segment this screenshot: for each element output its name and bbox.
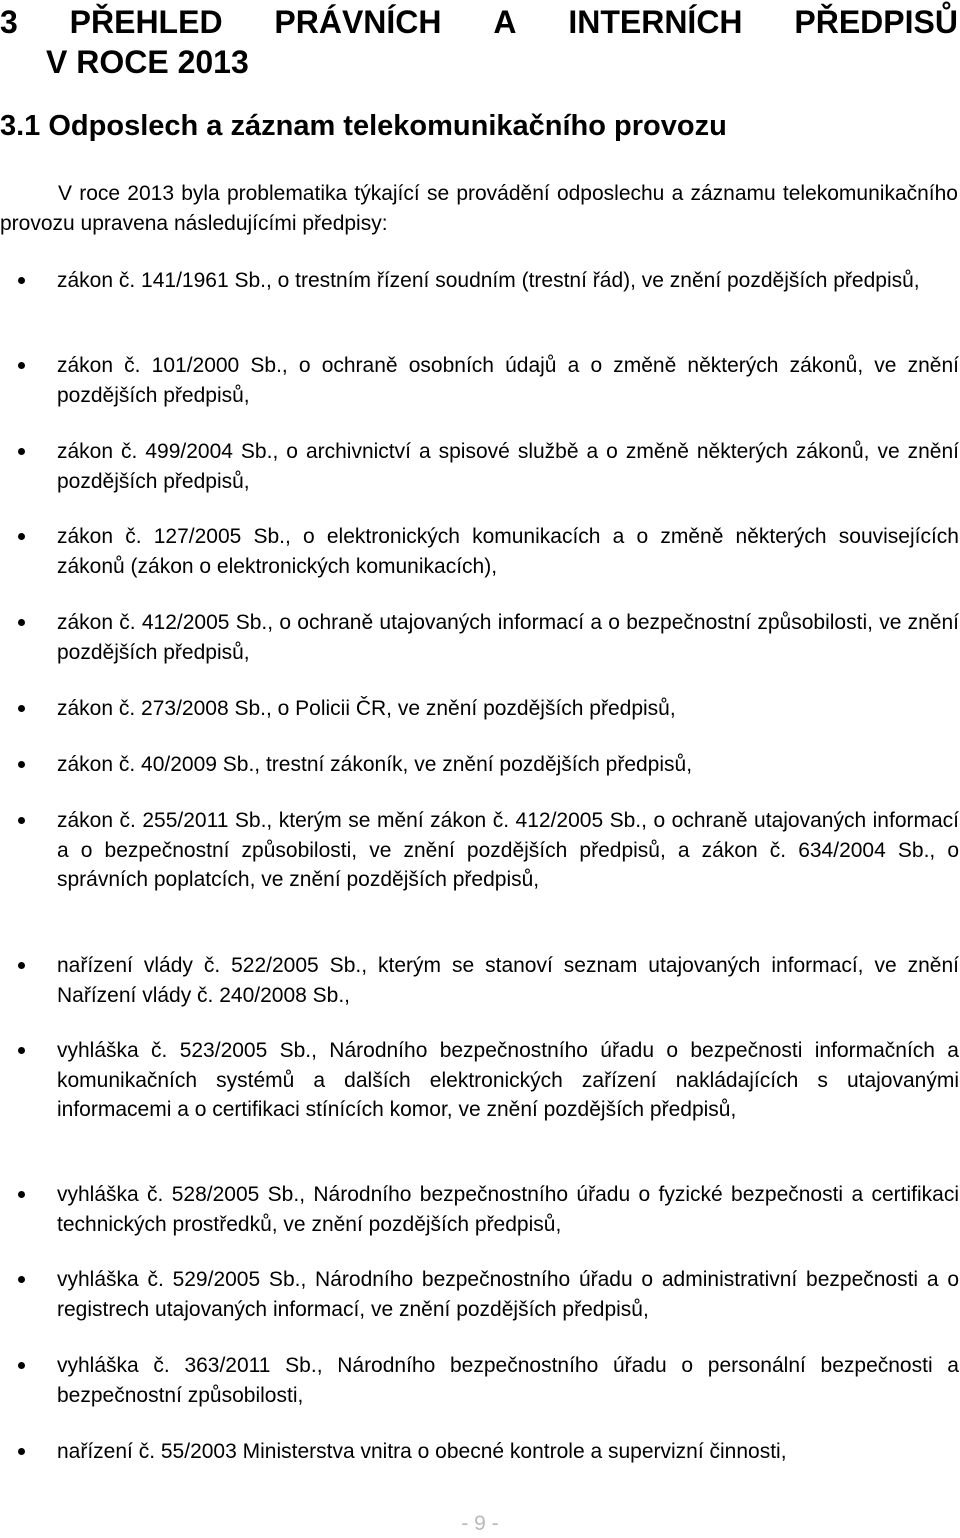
chapter-heading-line-1 <box>0 2 958 42</box>
chapter-heading <box>0 2 958 82</box>
list-item-text: zákon č. 141/1961 Sb., o trestním řízení soudním (trestní řád), ve znění pozdějších předpisů, <box>57 269 920 292</box>
list-item <box>57 694 959 724</box>
bullet-icon <box>18 761 25 768</box>
chapter-word: PŘEHLED <box>69 4 223 40</box>
list-item-text: zákon č. 127/2005 Sb., o elektronických komunikacích a o změně některých souvisejících zákonů (zákon o elektronických komunikacích), <box>57 525 959 578</box>
list-item-text: vyhláška č. 363/2011 Sb., Národního bezpečnostního úřadu o personální bezpečnosti a bezpečnostní způsobilosti, <box>57 1354 959 1407</box>
bullet-icon <box>18 1448 25 1455</box>
list-item <box>57 437 959 496</box>
chapter-word: INTERNÍCH <box>568 4 743 40</box>
bullet-icon <box>18 619 25 626</box>
list-item <box>57 522 959 581</box>
list-item-text: nařízení č. 55/2003 Ministerstva vnitra o obecné kontrole a supervizní činnosti, <box>57 1440 787 1463</box>
list-item-text: zákon č. 255/2011 Sb., kterým se mění zákon č. 412/2005 Sb., o ochraně utajovaných informací a o bezpečnostní způsobilosti, ve znění pozdějších předpisů, a zákon č. 634/2004 Sb., o správních poplatcích, ve znění pozdějších předpisů, <box>57 809 959 891</box>
page-number: - 9 - <box>461 1512 499 1535</box>
list-item <box>57 806 959 895</box>
list-item <box>57 1180 959 1239</box>
section-heading: 3.1 Odposlech a záznam telekomunikačního provozu <box>0 110 727 142</box>
list-item-text: vyhláška č. 528/2005 Sb., Národního bezpečnostního úřadu o fyzické bezpečnosti a certifikaci technických prostředků, ve znění pozdějších předpisů, <box>57 1183 959 1236</box>
bullet-icon <box>18 448 25 455</box>
list-item-text: zákon č. 40/2009 Sb., trestní zákoník, ve znění pozdějších předpisů, <box>57 753 693 776</box>
bullet-icon <box>18 1276 25 1283</box>
bullet-icon <box>18 362 25 369</box>
bullet-icon <box>18 817 25 824</box>
chapter-number: 3 <box>0 4 18 40</box>
list-item <box>57 1437 959 1467</box>
list-item-text: zákon č. 101/2000 Sb., o ochraně osobních údajů a o změně některých zákonů, ve znění pozdějších předpisů, <box>57 354 959 407</box>
list-item <box>57 951 959 1010</box>
list-item-text: nařízení vlády č. 522/2005 Sb., kterým se stanoví seznam utajovaných informací, ve znění Nařízení vlády č. 240/2008 Sb., <box>57 954 959 1007</box>
bullet-icon <box>18 277 25 284</box>
list-item <box>57 750 959 780</box>
bullet-icon <box>18 1362 25 1369</box>
intro-paragraph: V roce 2013 byla problematika týkající se provádění odposlechu a záznamu telekomunikačního provozu upravena následujícími předpisy: <box>0 182 958 235</box>
list-item <box>57 1036 959 1125</box>
list-item-text: zákon č. 412/2005 Sb., o ochraně utajovaných informací a o bezpečnostní způsobilosti, ve znění pozdějších předpisů, <box>57 611 959 664</box>
list-item <box>57 608 959 667</box>
bullet-icon <box>18 533 25 540</box>
chapter-word: PŘEDPISŮ <box>794 4 958 40</box>
bullet-icon <box>18 705 25 712</box>
list-item-text: vyhláška č. 529/2005 Sb., Národního bezpečnostního úřadu o administrativní bezpečnosti a o registrech utajovaných informací, ve znění pozdějších předpisů, <box>57 1268 959 1321</box>
list-item <box>57 266 959 296</box>
bullet-icon <box>18 1191 25 1198</box>
list-item <box>57 351 959 410</box>
bullet-icon <box>18 1047 25 1054</box>
chapter-word: PRÁVNÍCH <box>274 4 442 40</box>
list-item-text: vyhláška č. 523/2005 Sb., Národního bezpečnostního úřadu o bezpečnosti informačních a komunikačních systémů a dalších elektronických zařízení nakládajících s utajovanými informacemi a o certifikaci stínících komor, ve znění pozdějších předpisů, <box>57 1039 959 1121</box>
list-item-text: zákon č. 273/2008 Sb., o Policii ČR, ve znění pozdějších předpisů, <box>57 697 676 720</box>
chapter-heading-line-2: V ROCE 2013 <box>46 44 249 80</box>
bullet-icon <box>18 962 25 969</box>
list-item-text: zákon č. 499/2004 Sb., o archivnictví a spisové službě a o změně některých zákonů, ve znění pozdějších předpisů, <box>57 440 959 493</box>
chapter-word: A <box>493 4 517 40</box>
list-item <box>57 1265 959 1324</box>
list-item <box>57 1351 959 1410</box>
